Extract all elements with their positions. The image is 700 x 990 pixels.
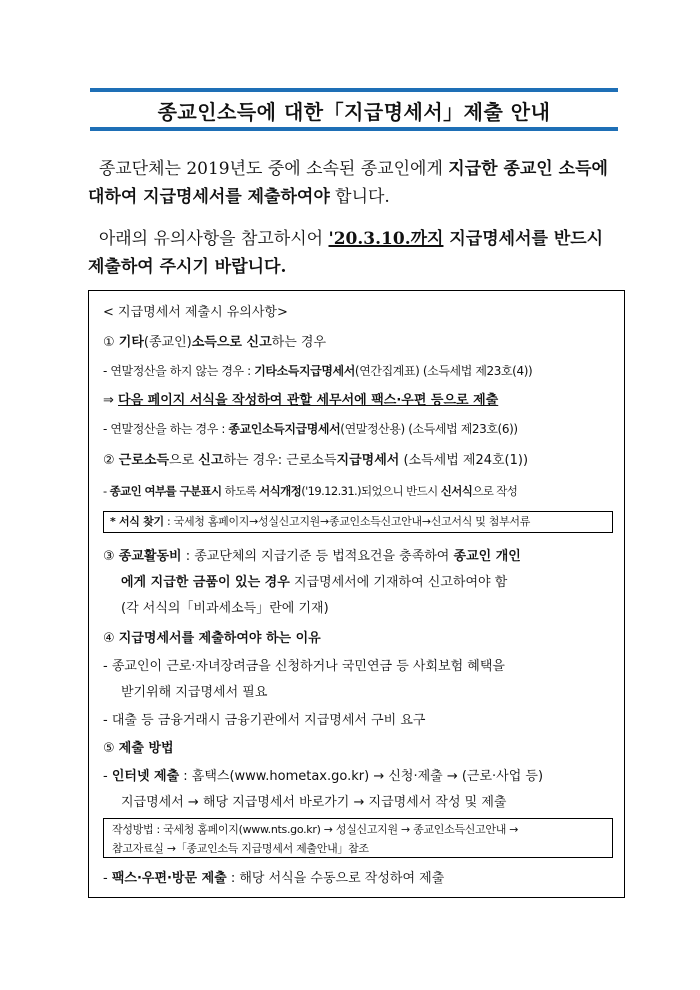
text: : 종교단체의 지급기준 등 법적요건을 충족하여 <box>181 549 454 564</box>
section-1-title <box>103 333 613 353</box>
section-5-line-1 <box>103 767 613 787</box>
bold-text: 신고 <box>246 335 272 350</box>
text: 으로 <box>169 453 199 468</box>
intro-text: 종교단체는 2019년도 중에 소속된 종교인에게 <box>98 159 449 179</box>
method-line-2: 참고자료실 →「종교인소득 지급명세서 제출안내」참조 <box>112 842 369 855</box>
bold-text: 종교활동비 <box>118 549 182 564</box>
deadline-date: '20.3.10.까지 <box>328 229 444 249</box>
intro-text: 합니다. <box>329 187 390 207</box>
section-number: ⑤ <box>103 741 115 756</box>
section-1-arrow-line <box>103 391 613 411</box>
bold-text: * 서식 찾기 <box>110 515 164 528</box>
section-1-line-1 <box>103 361 613 381</box>
section-3-line-2 <box>103 573 631 593</box>
section-number: ② <box>103 453 115 468</box>
method-line-1: 작성방법 : 국세청 홈페이지(www.nts.go.kr) → 성실신고지원 → 종교인소득신고안내 → <box>112 823 519 836</box>
text: - 연말정산을 하지 않는 경우 : <box>103 364 255 378</box>
bold-text: 지급명세서를 제출하여야 하는 이유 <box>118 631 321 646</box>
intro-emphasis: 지급한 종교인 소득에 대하여 지급명세서를 제출하여야 <box>88 159 608 207</box>
section-5-title <box>103 739 613 759</box>
bold-text: 신서식 <box>440 484 473 498</box>
section-4-line-2: 받기위해 지급명세서 필요 <box>121 685 268 700</box>
bold-text: 소득으로 <box>191 335 247 350</box>
text: (종교인) <box>143 335 192 350</box>
text: 지급명세서에 기재하여 신고하여야 함 <box>289 575 508 590</box>
section-5-line-2: 지급명세서 → 해당 지급명세서 바로가기 → 지급명세서 작성 및 제출 <box>121 795 507 810</box>
section-number: ③ <box>103 549 115 564</box>
bold-text: 근로소득 <box>118 453 170 468</box>
section-2-line-1 <box>103 481 613 501</box>
double-arrow-icon: ⇒ <box>103 393 119 408</box>
section-number: ④ <box>103 631 115 646</box>
title-bottom-rule <box>90 127 618 131</box>
bold-text: 에게 지급한 금품이 있는 경우 <box>121 575 290 590</box>
intro-paragraph-2 <box>88 225 623 281</box>
bold-text: 인터넷 제출 <box>111 769 180 784</box>
text: - <box>103 769 112 784</box>
bold-text: 제출 방법 <box>118 741 174 756</box>
title-top-rule <box>90 88 618 92</box>
text: - <box>103 484 110 498</box>
notes-box <box>88 290 625 898</box>
text: (소득세법 제24호(1)) <box>399 453 529 468</box>
text: 하는 경우: 근로소득 <box>223 453 337 468</box>
text: 하는 경우 <box>271 335 327 350</box>
bold-text: 종교인 개인 <box>453 549 521 564</box>
bold-text: 신고 <box>198 453 224 468</box>
section-3-line-3: (각 서식의「비과세소득」란에 기재) <box>121 601 329 616</box>
section-2-title <box>103 451 613 471</box>
form-location-box <box>103 511 613 533</box>
text: (연간집계표) (소득세법 제23호(4)) <box>354 364 533 378</box>
text: : 해당 서식을 수동으로 작성하여 제출 <box>226 871 445 886</box>
text: 하도록 <box>221 484 260 498</box>
title-banner <box>90 88 618 131</box>
section-number: ① <box>103 335 115 350</box>
bold-text: 팩스·우편·방문 제출 <box>111 871 227 886</box>
bold-text: 지급명세서 <box>336 453 400 468</box>
bold-text: 종교인 여부를 구분표시 <box>109 484 222 498</box>
notes-heading: < 지급명세서 제출시 유의사항> <box>103 305 288 320</box>
bold-underlined-text: 다음 페이지 서식을 작성하여 관할 세무서에 팩스·우편 등으로 제출 <box>118 393 499 408</box>
intro-emphasis: 지급명세서를 반드시 제출하여 주시기 바랍니다. <box>88 229 604 277</box>
bold-text: 서식개정 <box>259 484 302 498</box>
section-4-title <box>103 629 613 649</box>
text: - 연말정산을 하는 경우 : <box>103 422 229 436</box>
text: (연말정산용) (소득세법 제23호(6)) <box>340 422 518 436</box>
section-4-line-3: - 대출 등 금융거래시 금융기관에서 지급명세서 구비 요구 <box>103 713 426 728</box>
page-title: 종교인소득에 대한「지급명세서」제출 안내 <box>157 100 551 124</box>
intro-text: 아래의 유의사항을 참고하시어 <box>98 229 329 249</box>
bold-text: 종교인소득지급명세서 <box>228 422 341 436</box>
section-5-line-3 <box>103 869 613 889</box>
bold-text: 기타 <box>118 335 144 350</box>
filing-method-box <box>103 818 613 858</box>
text: 으로 작성 <box>472 484 518 498</box>
text: ('19.12.31.)되었으니 반드시 <box>301 484 441 498</box>
text: : 홈택스(www.hometax.go.kr) → 신청·제출 → (근로·사업 등) <box>179 769 544 784</box>
text: - <box>103 871 112 886</box>
intro-paragraph-1 <box>88 155 623 211</box>
text: : 국세청 홈페이지→성실신고지원→종교인소득신고안내→신고서식 및 첨부서류 <box>167 515 531 528</box>
section-4-line-1: - 종교인이 근로·자녀장려금을 신청하거나 국민연금 등 사회보험 혜택을 <box>103 659 505 674</box>
bold-text: 기타소득지급명세서 <box>254 364 355 378</box>
section-3-line-1 <box>103 547 613 567</box>
section-1-line-2 <box>103 419 613 439</box>
